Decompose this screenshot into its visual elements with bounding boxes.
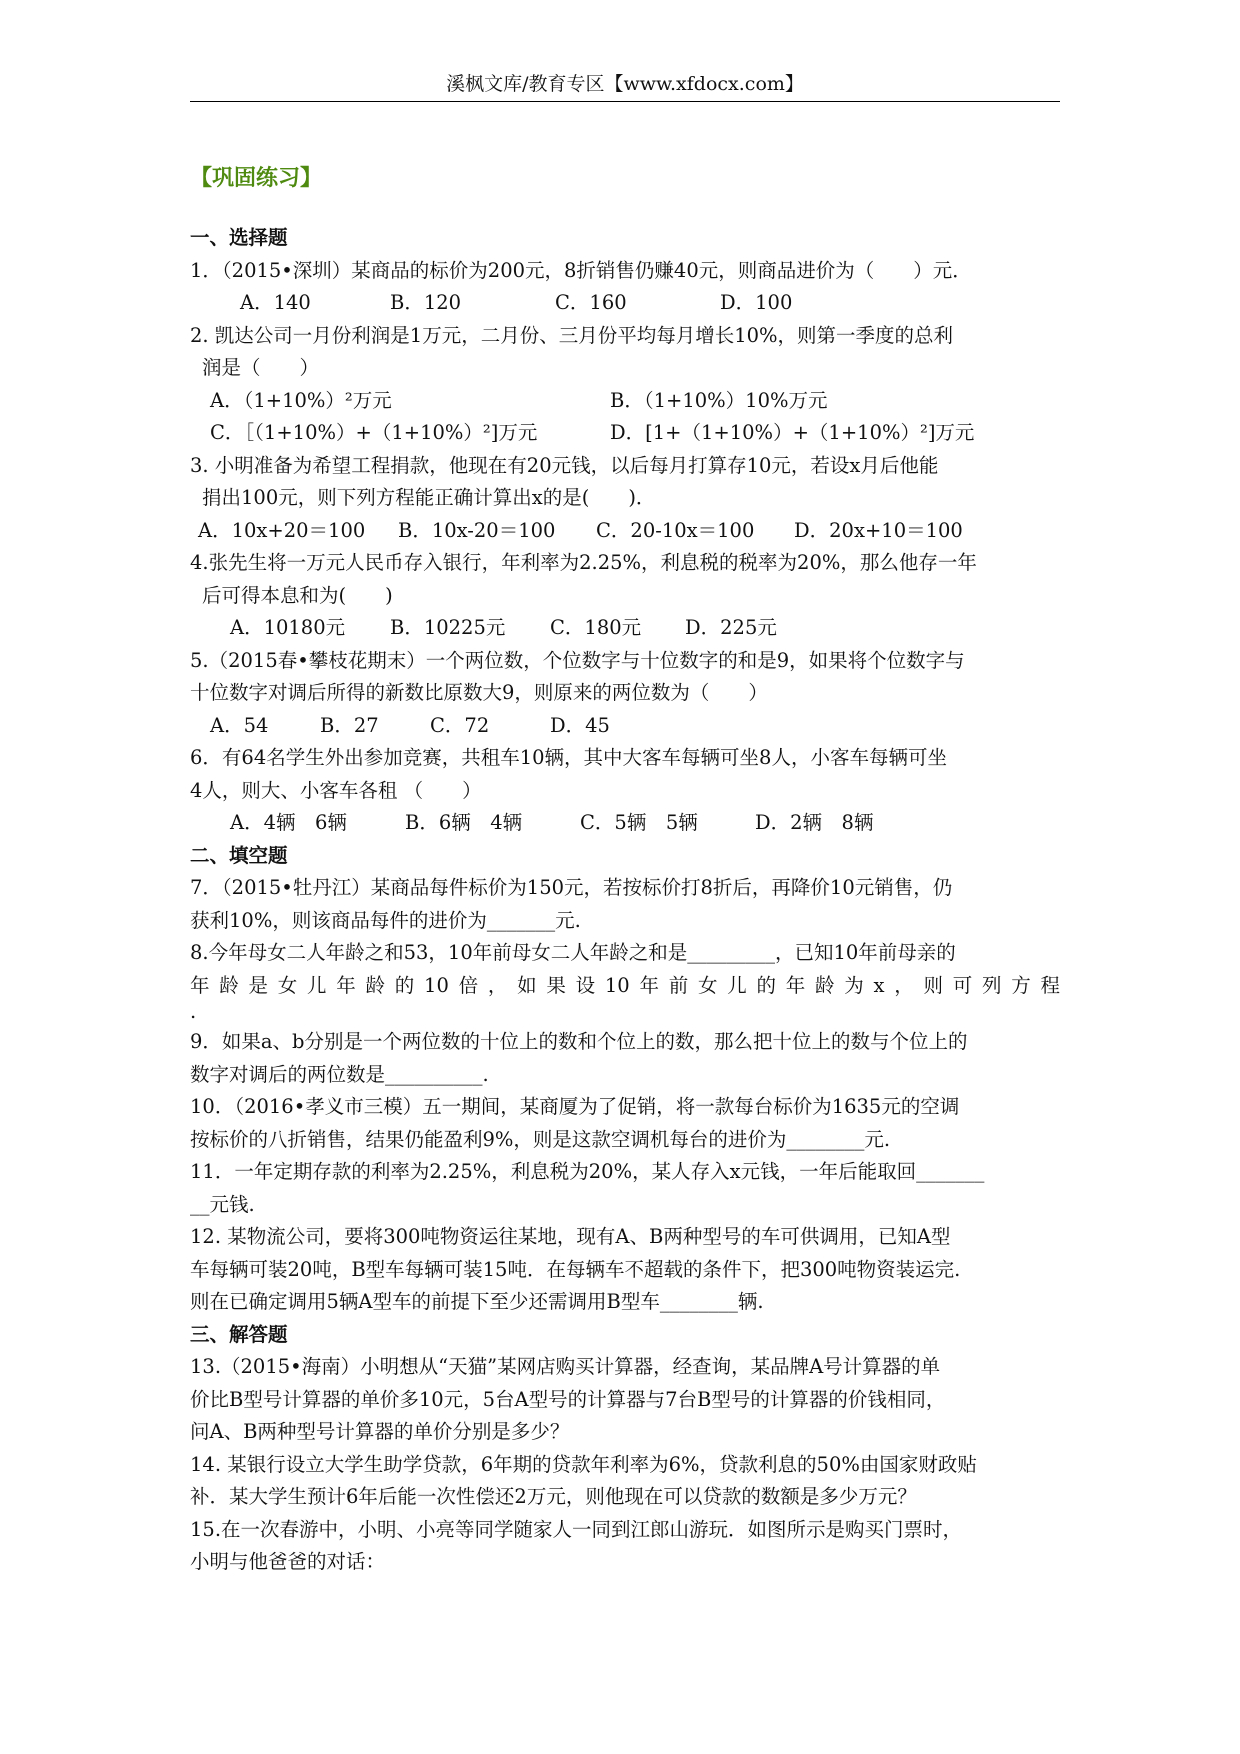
option-d: D．225元 <box>685 616 777 639</box>
question-12-line-1: 12. 某物流公司，要将300吨物资运往某地，现有A、B两种型号的车可供调用，已知A型 <box>190 1225 951 1248</box>
option-a: A．10180元 <box>230 616 346 639</box>
option-a: A．140 <box>240 291 311 314</box>
option-b: B．27 <box>320 713 379 737</box>
page-header: 溪枫文库/教育专区【www.xfdocx.com】 <box>190 70 1060 102</box>
question-5-line-1: 5.（2015春•攀枝花期末）一个两位数，个位数字与十位数字的和是9，如果将个位数字与 <box>190 648 965 672</box>
part-title-choice: 一、选择题 <box>190 226 288 249</box>
option-d: D．100 <box>720 291 793 314</box>
option-a: A．54 <box>210 713 269 737</box>
question-13-line-3: 问A、B两种型号计算器的单价分别是多少？ <box>190 1420 570 1443</box>
question-12-line-2: 车每辆可装20吨，B型车每辆可装15吨．在每辆车不超载的条件下，把300吨物资装运完. <box>190 1257 961 1281</box>
option-c: C．180元 <box>550 616 642 639</box>
option-c: C．［（1+10%）+（1+10%）²]万元 <box>210 421 538 444</box>
question-5-options <box>190 710 1060 743</box>
question-9-line-1: 9．如果a、b分别是一个两位数的十位上的数和个位上的数，那么把十位上的数与个位上的 <box>190 1030 968 1053</box>
option-b: B．10225元 <box>390 616 506 639</box>
question-3-line-1: 3. 小明准备为希望工程捐款，他现在有20元钱，以后每月打算存10元，若设x月后他能 <box>190 453 939 477</box>
question-11-line-1: 11．一年定期存款的利率为2.25%，利息税为20%，某人存入x元钱，一年后能取回_______ <box>190 1160 985 1183</box>
question-4-options <box>190 612 1060 645</box>
question-3-options <box>190 515 1060 548</box>
question-13-line-2: 价比B型号计算器的单价多10元，5台A型号的计算器与7台B型号的计算器的价钱相同， <box>190 1387 946 1411</box>
option-a: A．4辆 6辆 <box>230 811 347 834</box>
question-4-line-2: 后可得本息和为( ) <box>202 583 393 607</box>
question-15-line-2: 小明与他爸爸的对话： <box>190 1550 386 1573</box>
question-14-line-2: 补．某大学生预计6年后能一次性偿还2万元，则他现在可以贷款的数额是多少万元？ <box>190 1485 917 1508</box>
option-a: A．（1+10%）²万元 <box>210 388 392 412</box>
question-12-line-3: 则在已确定调用5辆A型车的前提下至少还需调用B型车________辆. <box>190 1290 764 1313</box>
option-a: A．10x+20＝100 <box>198 518 366 542</box>
question-6-line-1: 6．有64名学生外出参加竞赛，共租车10辆，其中大客车每辆可坐8人，小客车每辆可坐 <box>190 746 947 769</box>
question-1-options <box>190 287 1060 320</box>
question-1: 1．（2015•深圳）某商品的标价为200元，8折销售仍赚40元，则商品进价为（ ）元． <box>190 258 972 282</box>
question-8-line-2: 年龄是女儿年龄的10倍，如果设10年前女儿的年龄为x，则可列方程 <box>190 973 1060 997</box>
question-8-line-1: 8.今年母女二人年龄之和53，10年前母女二人年龄之和是_________，已知10年前母亲的 <box>190 941 956 964</box>
question-7-line-1: 7．（2015•牡丹江）某商品每件标价为150元，若按标价打8折后，再降价10元销售，仍 <box>190 876 953 899</box>
question-2-options-cd <box>190 417 1060 450</box>
option-d: D．20x+10＝100 <box>794 518 963 542</box>
option-c: C．160 <box>555 291 627 314</box>
question-13-line-1: 13.（2015•海南）小明想从“天猫”某网店购买计算器，经查询，某品牌A号计算器的单 <box>190 1355 941 1378</box>
exercise-content <box>190 164 1060 1579</box>
question-4-line-1: 4.张先生将一万元人民币存入银行，年利率为2.25%，利息税的税率为20%，那么他存一年 <box>190 551 977 574</box>
question-2-line-2: 润是（ ） <box>202 356 320 379</box>
option-c: C．72 <box>430 713 490 737</box>
question-14-line-1: 14. 某银行设立大学生助学贷款，6年期的贷款年利率为6%，贷款利息的50%由国家财政贴 <box>190 1452 977 1476</box>
section-title: 【巩固练习】 <box>190 166 323 191</box>
option-d: D．2辆 8辆 <box>755 811 874 834</box>
question-2-line-1: 2. 凯达公司一月份利润是1万元，二月份、三月份平均每月增长10%，则第一季度的总利 <box>190 323 954 347</box>
option-b: B．10x-20＝100 <box>398 518 556 542</box>
question-3-line-2: 捐出100元，则下列方程能正确计算出x的是( )． <box>202 486 656 509</box>
question-10-line-2: 按标价的八折销售，结果仍能盈利9%，则是这款空调机每台的进价为________元. <box>190 1127 891 1151</box>
question-11-line-2: __元钱. <box>190 1192 255 1216</box>
option-b: B．120 <box>390 291 462 314</box>
part-title-solve: 三、解答题 <box>190 1322 288 1346</box>
question-7-line-2: 获利10%，则该商品每件的进价为_______元. <box>190 908 581 932</box>
option-d: D．[1+（1+10%）+（1+10%）²]万元 <box>610 421 975 444</box>
question-10-line-1: 10．（2016•孝义市三模）五一期间，某商厦为了促销，将一款每台标价为1635元的空调 <box>190 1095 960 1118</box>
option-b: B．6辆 4辆 <box>405 811 523 834</box>
question-9-line-2: 数字对调后的两位数是__________. <box>190 1062 489 1086</box>
option-b: B．（1+10%）10%万元 <box>610 388 828 412</box>
question-6-line-2: 4人，则大、小客车各租 （ ） <box>190 778 482 802</box>
option-c: C．20-10x＝100 <box>596 518 755 542</box>
question-6-options <box>190 807 1060 840</box>
part-title-fill: 二、填空题 <box>190 843 288 867</box>
question-15-line-1: 15.在一次春游中，小明、小亮等同学随家人一同到江郎山游玩．如图所示是购买门票时， <box>190 1517 963 1541</box>
option-d: D．45 <box>550 713 610 737</box>
question-5-line-2: 十位数字对调后所得的新数比原数大9，则原来的两位数为（ ） <box>190 681 768 704</box>
question-2-options-ab <box>190 385 1060 418</box>
option-c: C．5辆 5辆 <box>580 811 698 834</box>
question-8-line-3: . <box>190 1000 197 1023</box>
